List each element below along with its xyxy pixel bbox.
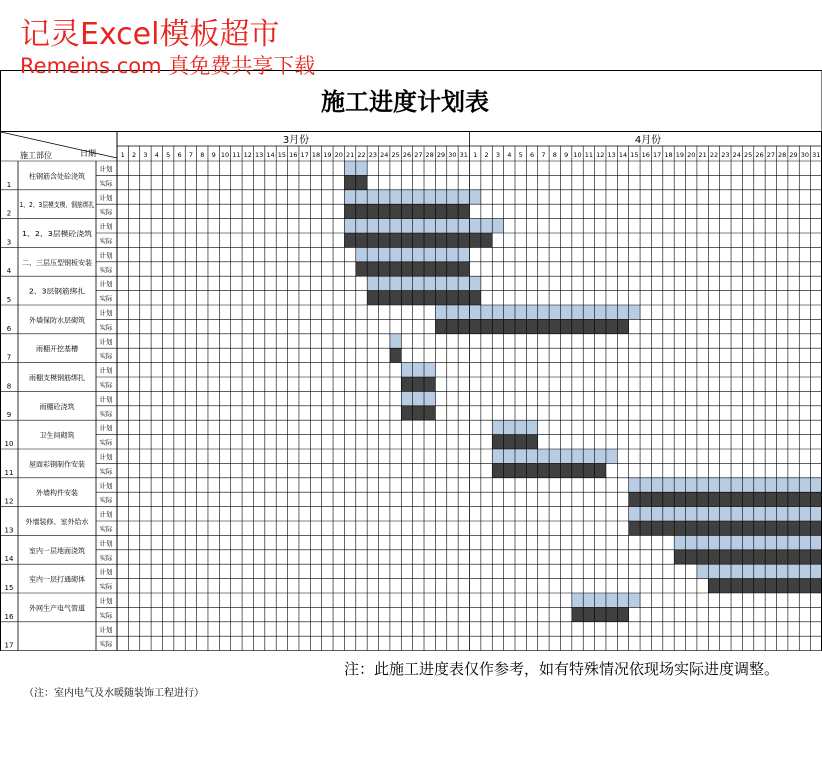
task-name: 卫生间砌筑 xyxy=(39,431,75,440)
day-number: 6 xyxy=(177,151,182,159)
watermark-title: 记灵Excel模板超市 xyxy=(20,17,280,52)
task-name: 外网生产电气管道 xyxy=(29,604,85,613)
row-type-plan: 计划 xyxy=(99,165,113,173)
day-number: 28 xyxy=(425,151,434,159)
day-number: 9 xyxy=(564,151,569,159)
day-number: 7 xyxy=(188,151,193,159)
month-label-march: 3月份 xyxy=(282,135,310,146)
day-number: 1 xyxy=(120,151,125,159)
day-number: 19 xyxy=(323,151,332,159)
task-name: 室内一层地面浇筑 xyxy=(29,546,85,555)
header-date-label: 日期 xyxy=(80,149,96,158)
row-type-plan: 计划 xyxy=(99,309,113,317)
plan-bar xyxy=(390,334,401,348)
day-number: 1 xyxy=(473,151,478,159)
actual-bar xyxy=(344,204,469,218)
header-part-label: 施工部位 xyxy=(20,151,52,160)
task-name: 外墙装修、室外给水 xyxy=(25,518,89,526)
day-number: 25 xyxy=(391,151,400,159)
day-number: 3 xyxy=(495,151,500,159)
row-type-actual: 实际 xyxy=(99,438,113,447)
day-number: 26 xyxy=(402,151,412,159)
day-number: 27 xyxy=(766,151,775,159)
row-type-plan: 计划 xyxy=(99,453,113,461)
day-number: 12 xyxy=(596,151,605,159)
day-numbers xyxy=(121,151,821,159)
row-type-plan: 计划 xyxy=(99,597,113,605)
task-number: 11 xyxy=(4,468,14,477)
day-number: 16 xyxy=(289,151,298,159)
day-number: 20 xyxy=(334,151,343,159)
day-number: 8 xyxy=(200,151,205,159)
task-number: 9 xyxy=(6,411,12,420)
actual-bar xyxy=(390,348,401,362)
task-name: 柱钢筋含处砼浇筑 xyxy=(29,172,85,181)
day-number: 2 xyxy=(484,151,489,159)
day-number: 13 xyxy=(607,151,616,159)
plan-bar xyxy=(697,564,822,578)
day-number: 21 xyxy=(698,151,707,159)
actual-bar xyxy=(629,521,822,535)
task-labels xyxy=(5,164,113,650)
task-number: 13 xyxy=(4,526,14,535)
day-number: 30 xyxy=(800,151,810,159)
task-name: 雨棚支模钢筋绑扎 xyxy=(29,374,85,382)
day-number: 30 xyxy=(448,151,457,159)
day-number: 18 xyxy=(311,151,321,159)
row-type-plan: 计划 xyxy=(99,337,113,346)
row-type-actual: 实际 xyxy=(99,640,113,649)
row-type-plan: 计划 xyxy=(99,193,113,202)
task-number: 17 xyxy=(4,641,14,650)
row-type-actual: 实际 xyxy=(99,525,113,533)
day-number: 15 xyxy=(277,151,287,159)
row-type-plan: 计划 xyxy=(99,222,113,231)
task-number: 5 xyxy=(6,296,12,304)
actual-bar xyxy=(674,550,822,564)
day-number: 9 xyxy=(211,151,216,159)
actual-bar xyxy=(401,406,435,420)
task-number: 7 xyxy=(6,353,12,362)
day-number: 5 xyxy=(166,151,171,159)
row-type-plan: 计划 xyxy=(99,625,113,634)
plan-bar xyxy=(629,507,822,521)
actual-bar xyxy=(572,607,629,621)
plan-bar xyxy=(492,449,617,463)
day-number: 31 xyxy=(812,151,821,159)
row-type-actual: 实际 xyxy=(99,381,113,389)
day-number: 7 xyxy=(541,151,546,159)
watermark-subtitle: Remeins.com 真免费共享下载 xyxy=(20,54,316,78)
day-number: 11 xyxy=(584,151,594,159)
day-number: 19 xyxy=(675,151,685,159)
row-type-actual: 实际 xyxy=(99,265,113,274)
row-type-plan: 计划 xyxy=(99,539,113,548)
task-number: 15 xyxy=(4,584,14,592)
day-number: 10 xyxy=(573,151,582,159)
task-number: 8 xyxy=(6,382,12,391)
day-number: 21 xyxy=(345,151,355,159)
actual-bar xyxy=(435,319,628,333)
day-number: 16 xyxy=(641,151,650,159)
row-type-plan: 计划 xyxy=(99,510,113,519)
day-number: 6 xyxy=(529,151,535,159)
plan-bar xyxy=(629,478,822,492)
sheet-title: 施工进度计划表 xyxy=(321,87,489,116)
day-number: 13 xyxy=(254,151,264,159)
row-type-actual: 实际 xyxy=(99,323,113,332)
day-number: 17 xyxy=(300,151,309,159)
task-name: 2、3层钢筋绑扎 xyxy=(29,287,80,296)
task-name: 1、2、3层模砼浇筑 xyxy=(22,230,85,238)
header-diagonal xyxy=(1,132,117,158)
row-type-plan: 计划 xyxy=(99,395,113,404)
day-number: 18 xyxy=(664,151,673,159)
plan-bar xyxy=(401,391,435,405)
day-number: 23 xyxy=(721,151,730,159)
plan-bar xyxy=(401,363,435,377)
row-type-actual: 实际 xyxy=(99,553,113,562)
task-name: 外墙构件安装 xyxy=(36,489,78,498)
day-number: 3 xyxy=(143,151,148,159)
day-number: 22 xyxy=(357,151,366,159)
task-number: 1 xyxy=(6,180,12,189)
actual-bar xyxy=(401,377,435,391)
task-number: 14 xyxy=(4,555,14,564)
task-name: 雨棚开挖基槽 xyxy=(36,345,78,354)
row-type-actual: 实际 xyxy=(99,467,113,476)
day-number: 22 xyxy=(709,151,719,159)
day-number: 4 xyxy=(154,151,159,159)
day-number: 23 xyxy=(368,151,377,159)
actual-bar xyxy=(629,492,822,506)
task-number: 3 xyxy=(6,238,12,247)
task-number: 10 xyxy=(4,440,14,448)
day-number: 14 xyxy=(618,151,628,159)
row-type-plan: 计划 xyxy=(99,481,113,490)
day-number: 24 xyxy=(380,151,389,159)
day-number: 4 xyxy=(507,151,512,159)
day-number: 15 xyxy=(630,151,639,159)
day-number: 10 xyxy=(220,151,230,159)
day-number: 11 xyxy=(232,151,241,159)
day-number: 5 xyxy=(518,151,523,159)
actual-bar xyxy=(344,233,492,247)
row-type-actual: 实际 xyxy=(99,237,113,245)
day-number: 25 xyxy=(743,151,753,159)
day-number: 2 xyxy=(131,151,137,159)
row-type-actual: 实际 xyxy=(99,582,113,591)
task-name: 室内一层打通砌体 xyxy=(29,575,85,584)
schedule-note: 注：此施工进度表仅作参考，如有特殊情况依现场实际进度调整。 xyxy=(344,660,780,678)
row-type-plan: 计划 xyxy=(99,568,113,577)
row-type-plan: 计划 xyxy=(99,251,113,260)
day-number: 12 xyxy=(243,151,252,159)
task-number: 12 xyxy=(4,497,14,506)
row-type-actual: 实际 xyxy=(99,352,113,361)
row-type-actual: 实际 xyxy=(99,611,113,620)
task-number: 4 xyxy=(6,267,12,276)
day-number: 8 xyxy=(552,151,557,159)
task-number: 16 xyxy=(4,612,14,621)
day-number: 29 xyxy=(789,151,798,159)
day-number: 20 xyxy=(687,151,696,159)
plan-bar xyxy=(674,535,822,549)
day-number: 24 xyxy=(732,151,741,159)
task-name: 外墙保防水层砌筑 xyxy=(29,316,85,325)
day-number: 29 xyxy=(436,151,446,159)
row-type-actual: 实际 xyxy=(99,294,113,303)
day-number: 26 xyxy=(755,151,764,159)
row-type-plan: 计划 xyxy=(99,424,113,433)
day-number: 28 xyxy=(778,151,787,159)
row-type-plan: 计划 xyxy=(99,280,113,289)
task-name: 1、2、3层模支模、钢筋绑扎 xyxy=(19,201,110,210)
row-type-actual: 实际 xyxy=(99,496,113,505)
task-number: 6 xyxy=(6,324,12,333)
task-name: 屋面彩钢制作安装 xyxy=(29,460,85,469)
day-number: 14 xyxy=(266,151,275,159)
row-type-actual: 实际 xyxy=(99,208,113,217)
schedule-footnote: （注：室内电气及水暖随装饰工程进行） xyxy=(24,688,204,699)
task-number: 2 xyxy=(6,209,12,218)
day-number: 17 xyxy=(652,151,662,159)
task-name: 雨棚砼浇筑 xyxy=(39,402,75,411)
month-label-april: 4月份 xyxy=(634,135,662,146)
day-number: 27 xyxy=(414,151,423,159)
row-type-plan: 计划 xyxy=(99,366,113,375)
row-type-actual: 实际 xyxy=(99,179,113,188)
row-type-actual: 实际 xyxy=(99,409,113,418)
day-number: 31 xyxy=(459,151,468,159)
task-name: 二、三层压型钢板安装 xyxy=(22,258,92,267)
